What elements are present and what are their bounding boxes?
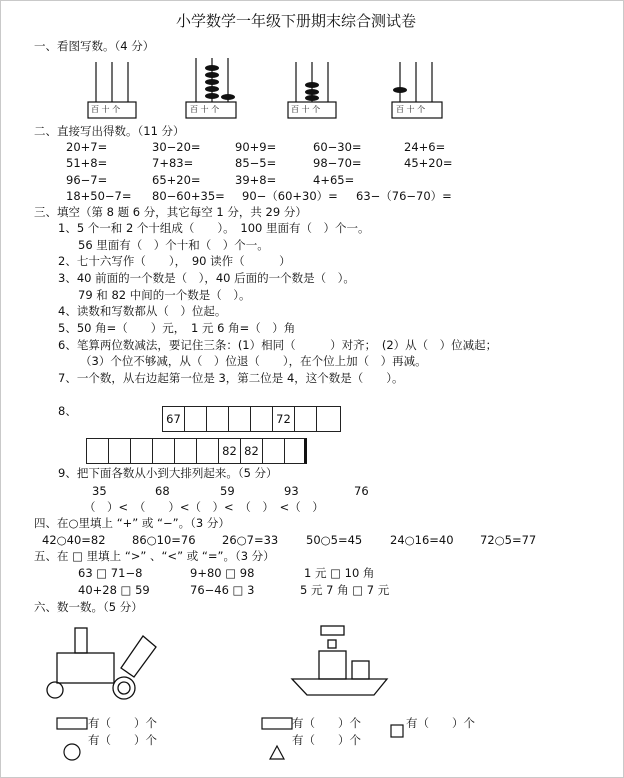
grid-cell: 82	[240, 438, 263, 464]
count-blank: 有（ ）个	[406, 716, 475, 730]
section-6-heading: 六、数一数。（5 分）	[34, 600, 143, 614]
compare-item: 9+80 □ 98	[190, 566, 255, 580]
grid-cell: 82	[218, 438, 241, 464]
abacus-2-labels: 百 十 个	[190, 105, 220, 114]
calc-item: 4+65=	[313, 173, 355, 187]
tractor-figure	[47, 628, 156, 699]
operator-item: 72○5=77	[480, 533, 537, 547]
fill-question: 7、一个数，从右边起第一位是 3，第二位是 4，这个数是（ ）。	[58, 371, 404, 385]
sort-number: 35	[92, 484, 107, 498]
grid-cell: 67	[162, 406, 185, 432]
compare-item: 40+28 □ 59	[78, 583, 150, 597]
fill-question: 2、七十六写作（ ）， 90 读作（ ）	[58, 254, 291, 268]
calc-item: 45+20=	[404, 156, 453, 170]
sort-number: 76	[354, 484, 369, 498]
operator-item: 42○40=82	[42, 533, 106, 547]
fill-question: 1、5 个一和 2 个十组成（ ）。 100 里面有（ ）个一。	[58, 221, 370, 235]
calc-item: 96−7=	[66, 173, 108, 187]
operator-item: 50○5=45	[306, 533, 363, 547]
abacus-1-labels: 百 十 个	[91, 105, 121, 114]
compare-item: 5 元 7 角 □ 7 元	[300, 583, 390, 597]
sort-number: 93	[284, 484, 299, 498]
calc-item: 90+9=	[235, 140, 277, 154]
section-1-heading: 一、看图写数。（4 分）	[34, 39, 155, 53]
section-3-heading: 三、填空（第 8 题 6 分，其它每空 1 分，共 29 分）	[34, 205, 307, 219]
boat-figure	[292, 626, 387, 695]
calc-item: 85−5=	[235, 156, 277, 170]
calc-item: 63−（76−70）=	[356, 189, 452, 203]
abacus-4-labels: 百 十 个	[396, 105, 426, 114]
question-9: 9、把下面各数从小到大排列起来。（5 分）	[58, 466, 278, 480]
calc-item: 39+8=	[235, 173, 277, 187]
compare-item: 76−46 □ 3	[190, 583, 255, 597]
square-shape-icon	[391, 725, 403, 737]
sort-number: 59	[220, 484, 235, 498]
calc-item: 98−70=	[313, 156, 362, 170]
count-blank: 有（ ）个	[292, 733, 361, 747]
section-4-heading: 四、在○里填上 “+” 或 “−”。（3 分）	[34, 516, 230, 530]
count-blank: 有（ ）个	[292, 716, 361, 730]
grid-cell: 72	[272, 406, 295, 432]
calc-item: 51+8=	[66, 156, 108, 170]
rectangle-shape-icon	[57, 718, 87, 729]
calc-item: 18+50−7=	[66, 189, 132, 203]
calc-item: 7+83=	[152, 156, 194, 170]
count-blank: 有（ ）个	[88, 716, 157, 730]
operator-item: 26○7=33	[222, 533, 279, 547]
operator-item: 86○10=76	[132, 533, 196, 547]
calc-item: 90−（60+30）=	[242, 189, 338, 203]
fill-question: 3、40 前面的一个数是（ ），40 后面的一个数是（ ）。	[58, 271, 355, 285]
calc-item: 30−20=	[152, 140, 201, 154]
calc-item: 80−60+35=	[152, 189, 225, 203]
sort-number: 68	[155, 484, 170, 498]
fill-question: 6、笔算两位数减法，要记住三条：(1）相同（ ）对齐； (2）从（ ）位减起；	[58, 338, 498, 352]
rectangle-shape-icon	[262, 718, 292, 729]
compare-item: 1 元 □ 10 角	[304, 566, 375, 580]
calc-item: 60−30=	[313, 140, 362, 154]
operator-item: 24○16=40	[390, 533, 454, 547]
fill-question: 79 和 82 中间的一个数是（ ）。	[78, 288, 251, 302]
fill-question: 5、50 角=（ ）元， 1 元 6 角=（ ）角	[58, 321, 296, 335]
fill-question: （3）个位不够减，从（ ）位退（ ），在个位上加（ ）再减。	[80, 354, 427, 368]
page-title: 小学数学一年级下册期末综合测试卷	[176, 12, 417, 30]
triangle-shape-icon	[270, 746, 284, 759]
calc-item: 24+6=	[404, 140, 446, 154]
compare-item: 63 □ 71−8	[78, 566, 143, 580]
count-blank: 有（ ）个	[88, 733, 157, 747]
circle-shape-icon	[64, 744, 80, 760]
section-5-heading: 五、在 □ 里填上 “>” 、“<” 或 “=”。（3 分）	[34, 549, 275, 563]
sort-blanks: （ ）< （ ）<（ ）< （ ） <（ ）	[84, 500, 324, 514]
fill-question: 56 里面有（ ）个十和（ ）个一。	[78, 238, 269, 252]
section-2-heading: 二、直接写出得数。（11 分）	[34, 124, 185, 138]
fill-question: 4、读数和写数都从（ ）位起。	[58, 304, 227, 318]
question-8-label: 8、	[58, 404, 77, 418]
abacus-3-labels: 百 十 个	[291, 105, 321, 114]
calc-item: 20+7=	[66, 140, 108, 154]
calc-item: 65+20=	[152, 173, 201, 187]
